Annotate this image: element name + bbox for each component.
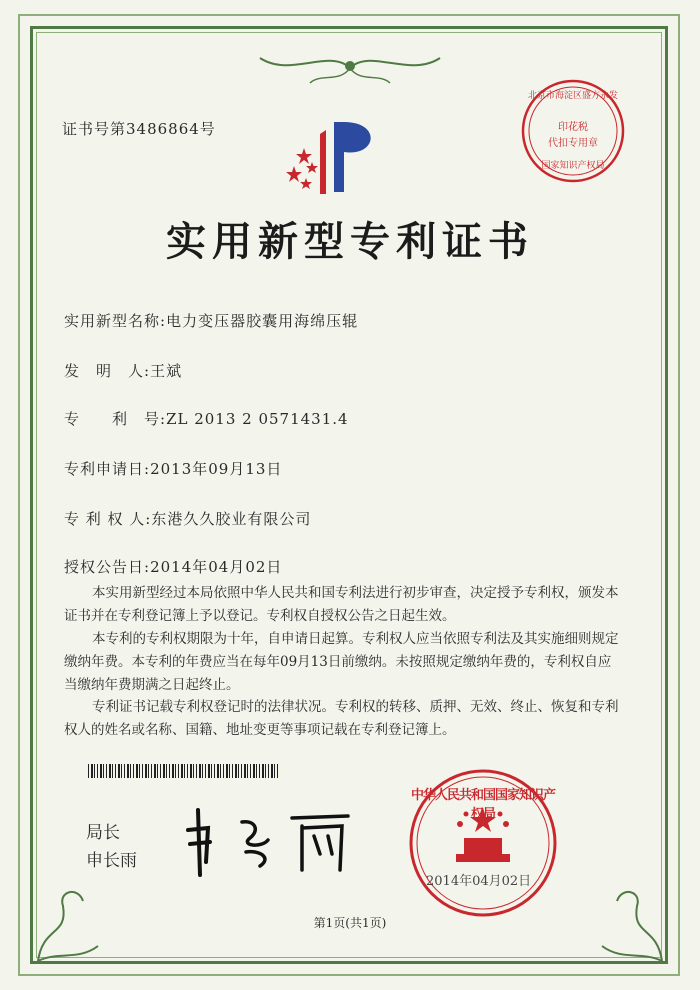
field-value: 东港久久胶业有限公司	[151, 510, 312, 528]
seal-small-line-2: 代扣专用章	[548, 138, 598, 149]
seal-small-ring-text: 北京市海淀区盛方永发	[527, 91, 618, 101]
field-label: 授权公告日:	[64, 558, 151, 576]
seal-ring-text: 中华人民共和国国家知识产权局	[410, 788, 555, 822]
paragraph-term: 本专利的专利权期限为十年，自申请日起算。专利权人应当依照专利法及其实施细则规定缴纳年费。本专利的年费应当在每年09月13日前缴纳。未按照规定缴纳年费的，专利权自应当缴纳年费期满之日起终止。	[64, 631, 619, 693]
field-utility-model-name	[64, 310, 358, 331]
field-label: 专 利 号:	[64, 410, 167, 428]
seal-date: 2014年04月02日	[426, 874, 532, 889]
field-value: ZL 2013 2 0571431.4	[166, 410, 349, 428]
field-label: 实用新型名称:	[64, 312, 167, 330]
field-inventor	[64, 360, 182, 381]
director-signature	[180, 800, 360, 880]
certificate-number: 证书号第3486864号	[62, 120, 216, 138]
seal-small-bottom-text: 国家知识产权局	[541, 161, 605, 171]
field-value: 2013年09月13日	[150, 460, 283, 478]
director-name: 申长雨	[86, 851, 137, 871]
tax-stamp-seal	[520, 78, 626, 184]
field-patentee	[64, 508, 311, 529]
field-label: 专 利 权 人:	[64, 510, 152, 528]
official-seal	[408, 768, 558, 918]
field-value: 王斌	[150, 362, 183, 380]
seal-small-line-1: 印花税	[558, 122, 588, 133]
page-number: 第1页(共1页)	[313, 916, 387, 930]
paragraph-legal-status: 专利证书记载专利权登记时的法律状况。专利权的转移、质押、无效、终止、恢复和专利权人的姓名或名称、国籍、地址变更等事项记载在专利登记簿上。	[64, 699, 619, 738]
barcode	[88, 764, 278, 778]
director-title: 局长	[86, 823, 120, 843]
patent-office-logo	[282, 112, 392, 202]
field-label: 专利申请日:	[64, 460, 151, 478]
field-value: 2014年04月02日	[150, 558, 283, 576]
page-title: 实用新型专利证书	[166, 218, 534, 265]
paragraph-grant: 本实用新型经过本局依照中华人民共和国专利法进行初步审查，决定授予专利权，颁发本证书并在专利登记簿上予以登记。专利权自授权公告之日起生效。	[64, 585, 619, 624]
field-filing-date	[64, 458, 282, 479]
field-label: 发 明 人:	[64, 362, 151, 380]
field-patent-number	[64, 408, 349, 429]
top-ornament	[250, 38, 450, 88]
field-grant-date	[64, 556, 282, 577]
field-value: 电力变压器胶囊用海绵压辊	[166, 312, 359, 330]
